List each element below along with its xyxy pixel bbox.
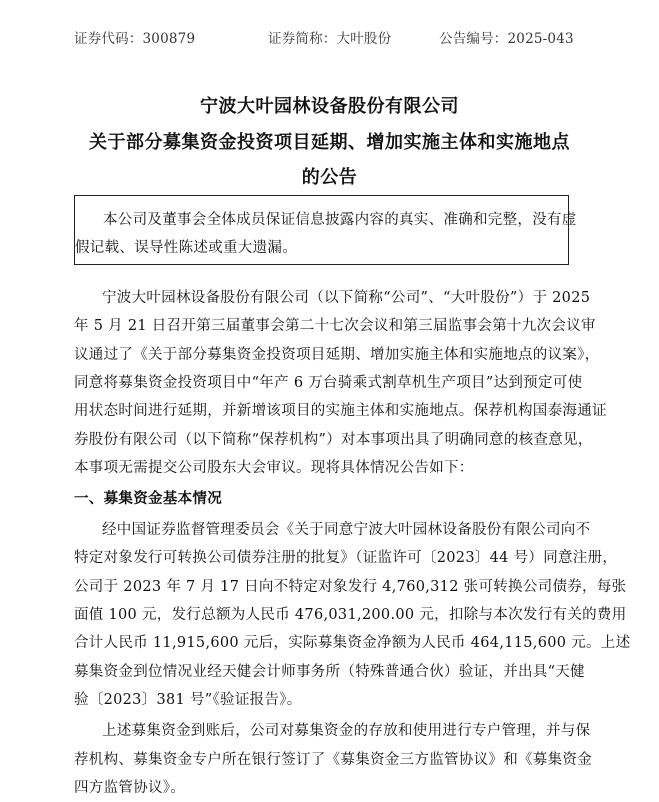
- text-line: 宁波大叶园林设备股份有限公司（以下简称“公司”、“大叶股份”）于 2025: [102, 290, 591, 306]
- notice-line: 本公司及董事会全体成员保证信息披露内容的真实、准确和完整，没有虚: [103, 212, 577, 228]
- announcement-title-cont: 的公告: [301, 167, 358, 188]
- header-stock-name: 证券简称：大叶股份: [268, 31, 392, 47]
- notice-box: [74, 195, 577, 265]
- text-line: 特定对象发行可转换公司债券注册的批复》（证监许可〔2023〕44 号）同意注册，: [74, 550, 618, 566]
- text-line: 公司于 2023 年 7 月 17 日向不特定对象发行 4,760,312 张可转换公司债券，每张: [74, 579, 627, 595]
- text-line: 经中国证券监督管理委员会《关于同意宁波大叶园林设备股份有限公司向不: [102, 522, 591, 538]
- text-line: 上述募集资金到账后，公司对募集资金的存放和使用进行专户管理，并与保: [102, 723, 591, 739]
- text-line: 面值 100 元，发行总额为人民币 476,031,200.00 元，扣除与本次发行有关的费用: [74, 607, 627, 623]
- text-line: 用状态时间进行延期，并新增该项目的实施主体和实施地点。保荐机构国泰海通证: [74, 403, 607, 419]
- text-line: 四方监管协议》。: [74, 780, 186, 796]
- text-line: 荐机构、募集资金专户所在银行签订了《募集资金三方监管协议》和《募集资金: [74, 752, 592, 768]
- text-line: 合计人民币 11,915,600 元后，实际募集资金净额为人民币 464,115,600 元。上述: [74, 635, 631, 651]
- header-stock-code: 证券代码：300879: [74, 31, 196, 47]
- text-line: 同意将募集资金投资项目中“年产 6 万台骑乘式割草机生产项目”达到预定可使: [74, 375, 583, 391]
- text-line: 验〔2023〕381 号”《验证报告》。: [74, 692, 302, 708]
- text-line: 券股份有限公司（以下简称“保荐机构”）对本事项出具了明确同意的核查意见，: [74, 432, 593, 448]
- header-announcement-no: 公告编号：2025-043: [439, 31, 574, 47]
- company-title: 宁波大叶园林设备股份有限公司: [200, 96, 459, 117]
- announcement-title: 关于部分募集资金投资项目延期、增加实施主体和实施地点: [89, 132, 570, 153]
- text-line: 募集资金到位情况业经天健会计师事务所（特殊普通合伙）验证，并出具“天健: [74, 664, 585, 680]
- notice-line: 假记载、误导性陈述或重大遗漏。: [75, 240, 297, 256]
- text-line: 年 5 月 21 日召开第三届董事会第二十七次会议和第三届监事会第十九次会议审: [74, 318, 596, 334]
- text-line: 本事项无需提交公司股东大会审议。现将具体情况公告如下：: [74, 460, 474, 476]
- text-line: 议通过了《关于部分募集资金投资项目延期、增加实施主体和实施地点的议案》，: [74, 347, 600, 363]
- section-heading: 一、募集资金基本情况: [74, 490, 222, 507]
